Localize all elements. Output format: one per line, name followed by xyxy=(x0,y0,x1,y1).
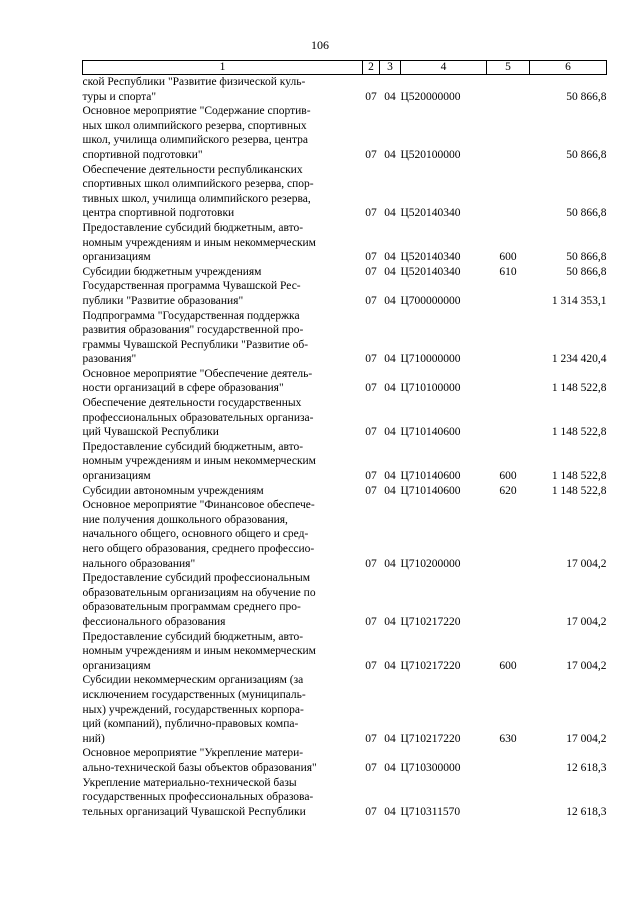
description-line: Субсидии бюджетным учреждениям xyxy=(82,265,262,278)
budget-table xyxy=(82,60,607,819)
target-article-code: Ц710217220 xyxy=(400,659,461,672)
description-line: исключением государственных (муниципаль- xyxy=(82,688,306,701)
description-line: него общего образования, среднего профессио- xyxy=(82,543,315,555)
table-header-row xyxy=(83,61,607,75)
table-row xyxy=(83,746,607,775)
table-row xyxy=(83,776,607,820)
section-code: 07 xyxy=(365,148,377,161)
subsection-code: 04 xyxy=(384,426,396,439)
description-line: фессионального образования xyxy=(82,615,226,628)
row-description xyxy=(83,265,363,280)
description-line: разования" xyxy=(82,353,137,366)
expense-type-code xyxy=(487,498,530,571)
expense-type-code: 630 xyxy=(499,732,517,745)
description-line: ально-технической базы объектов образования" xyxy=(82,761,317,774)
description-line: государственных профессиональных образова- xyxy=(82,791,314,804)
description-line: ных) учреждений, государственных корпора- xyxy=(82,703,304,716)
row-description xyxy=(83,309,363,367)
description-line: ний) xyxy=(82,732,105,745)
row-description xyxy=(83,279,363,308)
target-article-code: Ц710217220 xyxy=(400,732,461,745)
row-description xyxy=(83,746,363,775)
table-row xyxy=(83,309,607,367)
subsection-code: 04 xyxy=(384,761,396,774)
section-code: 07 xyxy=(365,761,377,774)
row-description xyxy=(83,367,363,396)
description-line: Обеспечение деятельности государственных xyxy=(82,397,302,410)
section-code: 07 xyxy=(365,557,377,570)
column-header: 1 xyxy=(83,61,363,75)
amount: 17 004,2 xyxy=(566,732,607,745)
description-line: публики "Развитие образования" xyxy=(82,294,244,307)
description-line: ных школ олимпийского резерва, спортивных xyxy=(82,119,307,132)
section-code: 07 xyxy=(365,265,377,278)
target-article-code: Ц520000000 xyxy=(400,90,461,103)
subsection-code: 04 xyxy=(384,148,396,161)
section-code: 07 xyxy=(365,484,377,497)
description-line: номным учреждениям и иным некоммерческим xyxy=(82,236,316,249)
row-description xyxy=(83,440,363,484)
description-line: Обеспечение деятельности республиканских xyxy=(82,163,303,176)
expense-type-code: 600 xyxy=(499,470,517,483)
description-line: ние получения дошкольного образования, xyxy=(82,513,288,526)
expense-type-code xyxy=(487,163,530,221)
description-line: тельных организаций Чувашской Республики xyxy=(82,805,306,818)
description-line: ций Чувашской Республики xyxy=(82,426,219,439)
section-code: 07 xyxy=(365,426,377,439)
table-row xyxy=(83,163,607,221)
subsection-code: 04 xyxy=(384,251,396,264)
description-line: граммы Чувашской Республики "Развитие об- xyxy=(82,338,309,351)
description-line: центра спортивной подготовки xyxy=(82,207,235,220)
expense-type-code xyxy=(487,571,530,629)
column-header: 4 xyxy=(401,61,487,75)
expense-type-code: 620 xyxy=(499,484,517,497)
table-row xyxy=(83,498,607,571)
section-code: 07 xyxy=(365,805,377,818)
page-number: 106 xyxy=(311,38,329,52)
table-row xyxy=(83,484,607,499)
description-line: ности организаций в сфере образования" xyxy=(82,382,284,395)
description-line: Основное мероприятие "Финансовое обеспече- xyxy=(82,499,315,512)
table-row xyxy=(83,279,607,308)
subsection-code: 04 xyxy=(384,207,396,220)
description-line: номным учреждениям и иным некоммерческим xyxy=(82,455,316,468)
description-line: Основное мероприятие "Содержание спортив- xyxy=(82,105,311,118)
amount: 1 148 522,8 xyxy=(551,470,607,483)
section-code: 07 xyxy=(365,382,377,395)
description-line: Государственная программа Чувашской Рес- xyxy=(82,280,301,293)
target-article-code: Ц710311570 xyxy=(400,805,461,818)
amount: 17 004,2 xyxy=(566,557,607,570)
row-description xyxy=(83,776,363,820)
description-line: Подпрограмма "Государственная поддержка xyxy=(82,309,300,322)
table-row xyxy=(83,104,607,162)
target-article-code: Ц710000000 xyxy=(400,353,461,366)
target-article-code: Ц710217220 xyxy=(400,615,461,628)
description-line: Субсидии автономным учреждениям xyxy=(82,484,264,497)
description-line: нального образования" xyxy=(82,557,196,570)
subsection-code: 04 xyxy=(384,470,396,483)
amount: 17 004,2 xyxy=(566,659,607,672)
section-code: 07 xyxy=(365,90,377,103)
row-description xyxy=(83,673,363,746)
table-row xyxy=(83,367,607,396)
description-line: образовательным организациям на обучение по xyxy=(82,586,316,599)
description-line: организациям xyxy=(82,659,151,672)
section-code: 07 xyxy=(365,615,377,628)
table-body xyxy=(83,75,607,820)
row-description xyxy=(83,498,363,571)
expense-type-code: 600 xyxy=(499,251,517,264)
expense-type-code: 600 xyxy=(499,659,517,672)
subsection-code: 04 xyxy=(384,90,396,103)
column-header: 6 xyxy=(530,61,607,75)
description-line: развития образования" государственной про- xyxy=(82,324,304,337)
expense-type-code xyxy=(487,104,530,162)
table-row xyxy=(83,75,607,105)
row-description xyxy=(83,75,363,105)
description-line: Субсидии некоммерческим организациям (за xyxy=(82,674,304,687)
amount: 1 234 420,4 xyxy=(551,353,607,366)
row-description xyxy=(83,630,363,674)
target-article-code: Ц710140600 xyxy=(400,426,461,439)
target-article-code: Ц710200000 xyxy=(400,557,461,570)
amount: 50 866,8 xyxy=(566,207,607,220)
row-description xyxy=(83,571,363,629)
description-line: Основное мероприятие "Обеспечение деятель- xyxy=(82,367,313,380)
description-line: Укрепление материально-технической базы xyxy=(82,776,297,789)
target-article-code: Ц700000000 xyxy=(400,294,461,307)
target-article-code: Ц710140600 xyxy=(400,484,461,497)
section-code: 07 xyxy=(365,207,377,220)
expense-type-code: 610 xyxy=(499,265,517,278)
description-line: ской Республики "Развитие физической куль- xyxy=(82,76,306,88)
section-code: 07 xyxy=(365,732,377,745)
amount: 12 618,3 xyxy=(566,805,607,818)
description-line: тивных школ, училища олимпийского резерва, xyxy=(82,192,311,205)
amount: 1 148 522,8 xyxy=(551,382,607,395)
target-article-code: Ц520140340 xyxy=(400,251,461,264)
expense-type-code xyxy=(487,309,530,367)
expense-type-code xyxy=(487,746,530,775)
table-row xyxy=(83,265,607,280)
table-row xyxy=(83,630,607,674)
description-line: Предоставление субсидий бюджетным, авто- xyxy=(82,221,304,234)
description-line: начального общего, основного общего и сред- xyxy=(82,528,309,541)
amount: 50 866,8 xyxy=(566,251,607,264)
description-line: Предоставление субсидий профессиональным xyxy=(82,572,310,585)
description-line: туры и спорта" xyxy=(82,90,157,103)
description-line: спортивных школ олимпийского резерва, спор- xyxy=(82,178,314,191)
description-line: организациям xyxy=(82,470,151,483)
expense-type-code xyxy=(487,367,530,396)
column-header: 3 xyxy=(380,61,401,75)
subsection-code: 04 xyxy=(384,294,396,307)
section-code: 07 xyxy=(365,659,377,672)
amount: 1 314 353,1 xyxy=(551,294,607,307)
description-line: номным учреждениям и иным некоммерческим xyxy=(82,645,316,658)
amount: 1 148 522,8 xyxy=(551,484,607,497)
row-description xyxy=(83,163,363,221)
description-line: Предоставление субсидий бюджетным, авто- xyxy=(82,440,304,453)
description-line: образовательным программам среднего про- xyxy=(82,601,301,614)
subsection-code: 04 xyxy=(384,732,396,745)
table-row xyxy=(83,221,607,265)
expense-type-code xyxy=(487,279,530,308)
description-line: профессиональных образовательных организа- xyxy=(82,411,314,424)
row-description xyxy=(83,221,363,265)
subsection-code: 04 xyxy=(384,615,396,628)
section-code: 07 xyxy=(365,353,377,366)
amount: 12 618,3 xyxy=(566,761,607,774)
table-row xyxy=(83,396,607,440)
table-row xyxy=(83,440,607,484)
subsection-code: 04 xyxy=(384,805,396,818)
description-line: организациям xyxy=(82,251,151,264)
target-article-code: Ц520140340 xyxy=(400,265,461,278)
table-row xyxy=(83,673,607,746)
target-article-code: Ц520140340 xyxy=(400,207,461,220)
amount: 50 866,8 xyxy=(566,90,607,103)
row-description xyxy=(83,104,363,162)
row-description xyxy=(83,484,363,499)
table-row xyxy=(83,571,607,629)
section-code: 07 xyxy=(365,294,377,307)
target-article-code: Ц710300000 xyxy=(400,761,461,774)
amount: 1 148 522,8 xyxy=(551,426,607,439)
description-line: Предоставление субсидий бюджетным, авто- xyxy=(82,630,304,643)
subsection-code: 04 xyxy=(384,265,396,278)
description-line: Основное мероприятие "Укрепление матери- xyxy=(82,747,304,760)
expense-type-code xyxy=(487,776,530,820)
column-header: 2 xyxy=(363,61,380,75)
subsection-code: 04 xyxy=(384,382,396,395)
amount: 50 866,8 xyxy=(566,265,607,278)
expense-type-code xyxy=(487,75,530,105)
target-article-code: Ц710140600 xyxy=(400,470,461,483)
column-header: 5 xyxy=(487,61,530,75)
target-article-code: Ц710100000 xyxy=(400,382,461,395)
target-article-code: Ц520100000 xyxy=(400,148,461,161)
subsection-code: 04 xyxy=(384,659,396,672)
description-line: школ, училища олимпийского резерва, центра xyxy=(82,134,308,147)
amount: 50 866,8 xyxy=(566,148,607,161)
subsection-code: 04 xyxy=(384,484,396,497)
expense-type-code xyxy=(487,396,530,440)
description-line: ций (компаний), публично-правовых компа- xyxy=(82,718,299,731)
amount: 17 004,2 xyxy=(566,615,607,628)
description-line: спортивной подготовки" xyxy=(82,148,203,161)
subsection-code: 04 xyxy=(384,557,396,570)
section-code: 07 xyxy=(365,470,377,483)
row-description xyxy=(83,396,363,440)
subsection-code: 04 xyxy=(384,353,396,366)
section-code: 07 xyxy=(365,251,377,264)
